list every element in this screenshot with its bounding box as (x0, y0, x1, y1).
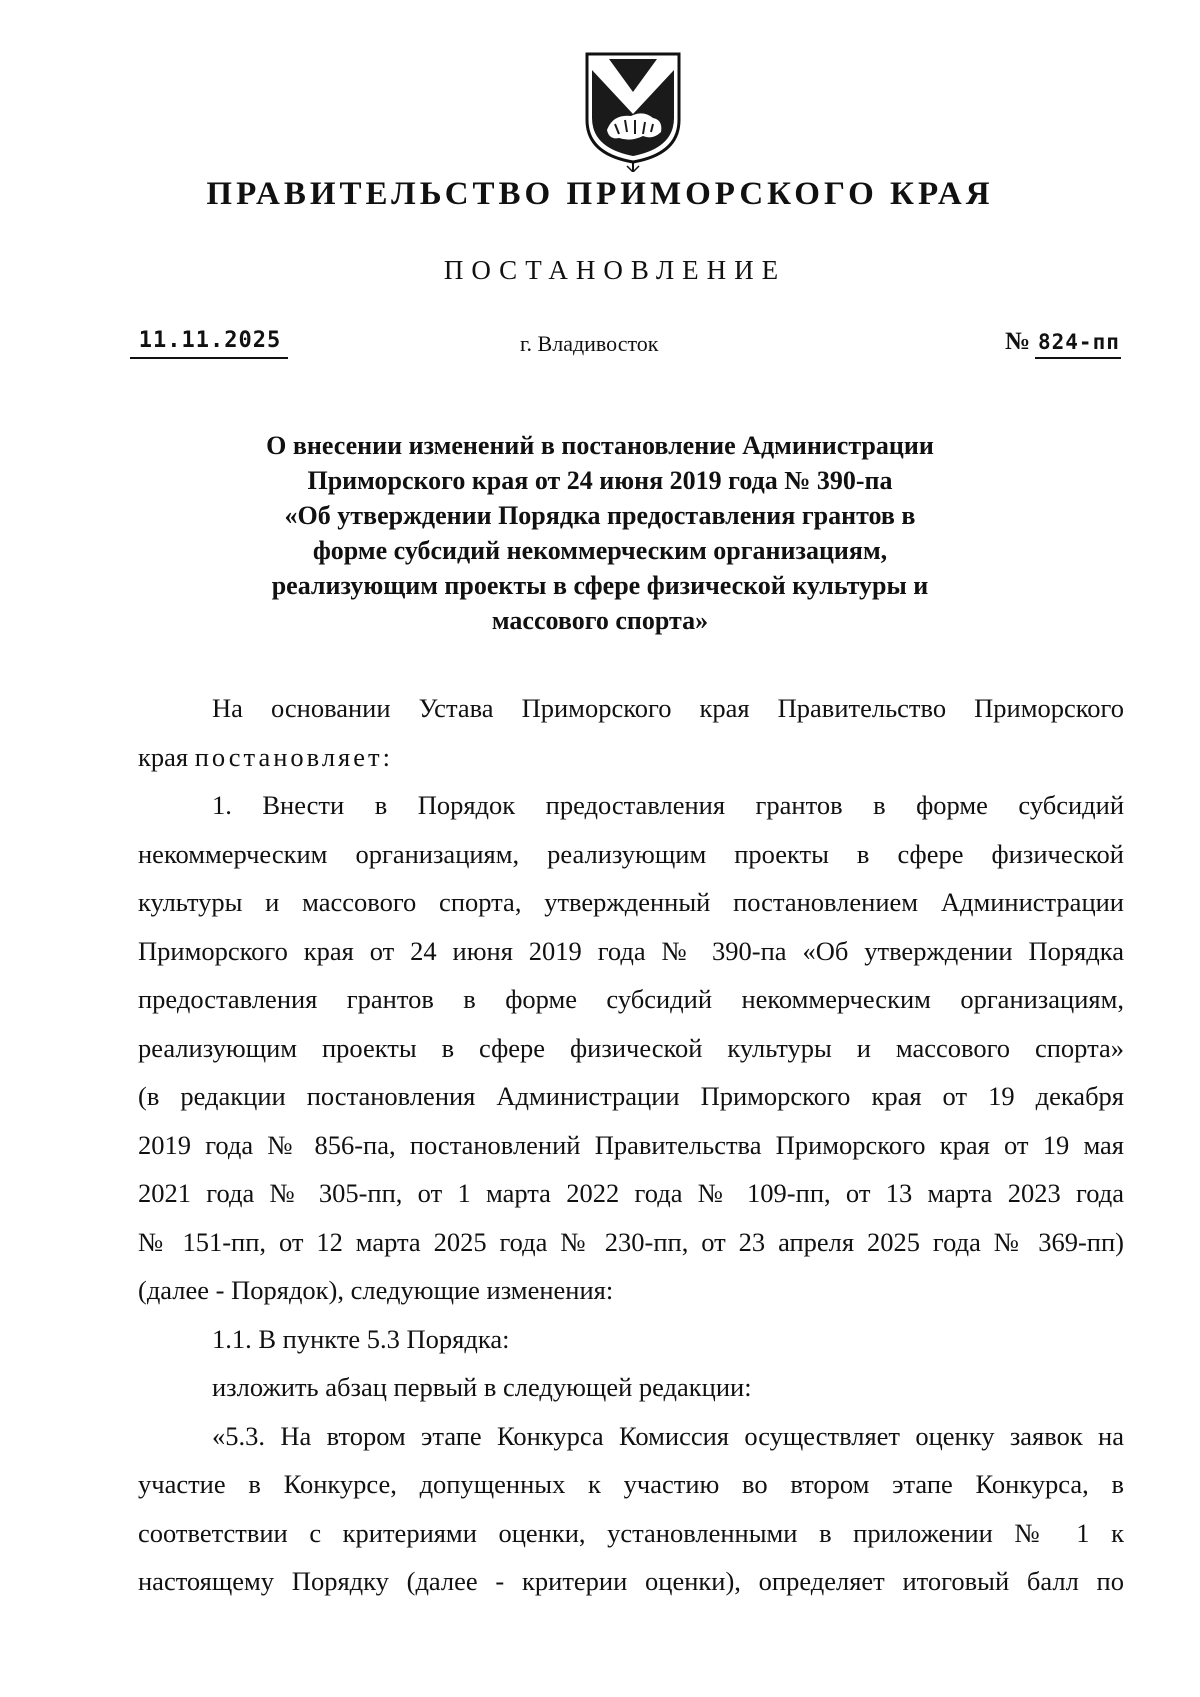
paragraph-line: 2021 года № 305-пп, от 1 марта 2022 года № 109-пп, от 13 марта 2023 года (138, 1178, 1124, 1208)
subject-line: Приморского края от 24 июня 2019 года № 390-па (307, 466, 893, 495)
quoted-paragraph-line: настоящему Порядку (далее - критерии оценки), определяет итоговый балл по (138, 1566, 1124, 1596)
paragraph-line: (в редакции постановления Администрации Приморского края от 19 декабря (138, 1081, 1124, 1111)
date-underline (130, 357, 288, 359)
coat-of-arms-icon (583, 50, 683, 172)
paragraph-line: культуры и массового спорта, утвержденный постановлением Администрации (138, 887, 1124, 917)
paragraph-line: (далее - Порядок), следующие изменения: (138, 1275, 614, 1305)
quoted-paragraph-line: «5.3. На втором этапе Конкурса Комиссия осуществляет оценку заявок на (212, 1420, 1124, 1451)
item-1-1: 1.1. В пункте 5.3 Порядка: (212, 1323, 510, 1354)
number-sign: № (1005, 328, 1031, 355)
document-number: 824-пп (1038, 330, 1120, 354)
paragraph-line: предоставления грантов в форме субсидий некоммерческим организациям, (138, 984, 1124, 1014)
paragraph-line: Приморского края от 24 июня 2019 года № 390-па «Об утверждении Порядка (138, 935, 1124, 966)
quoted-paragraph-line: соответствии с критериями оценки, установленными в приложении № 1 к (138, 1517, 1124, 1548)
paragraph-line: реализующим проекты в сфере физической культуры и массового спорта» (138, 1032, 1124, 1063)
organization-title: ПРАВИТЕЛЬСТВО ПРИМОРСКОГО КРАЯ (206, 176, 994, 212)
preamble-text: края (138, 741, 195, 772)
quoted-paragraph-line: участие в Конкурсе, допущенных к участию во втором этапе Конкурса, в (138, 1469, 1124, 1499)
preamble-line (138, 733, 1124, 782)
document-subject (180, 428, 1020, 638)
paragraph-line: 1. Внести в Порядок предоставления грантов в форме субсидий (212, 790, 1124, 820)
subject-line: реализующим проекты в сфере физической культуры и (271, 571, 929, 600)
paragraph-line: 2019 года № 856-па, постановлений Правительства Приморского края от 19 мая (138, 1129, 1124, 1160)
resolves-word: постановляет: (194, 741, 393, 772)
subject-line: массового спорта» (491, 606, 709, 635)
document-date: 11.11.2025 (138, 328, 282, 353)
document-type: ПОСТАНОВЛЕНИЕ (443, 255, 787, 285)
subject-line: «Об утверждении Порядка предоставления грантов в (284, 501, 916, 530)
paragraph-line: некоммерческим организациям, реализующим проекты в сфере физической (138, 838, 1124, 869)
document-body (138, 684, 1124, 1606)
number-underline (1035, 357, 1121, 359)
subject-line: форме субсидий некоммерческим организациям, (312, 536, 888, 565)
document-city: г. Владивосток (520, 331, 659, 356)
preamble-line: На основании Устава Приморского края Правительство Приморского (212, 693, 1124, 723)
subject-line: О внесении изменений в постановление Администрации (266, 431, 934, 460)
instruction-line: изложить абзац первый в следующей редакции: (212, 1372, 752, 1402)
paragraph-line: № 151-пп, от 12 марта 2025 года № 230-пп, от 23 апреля 2025 года № 369-пп) (138, 1226, 1124, 1257)
